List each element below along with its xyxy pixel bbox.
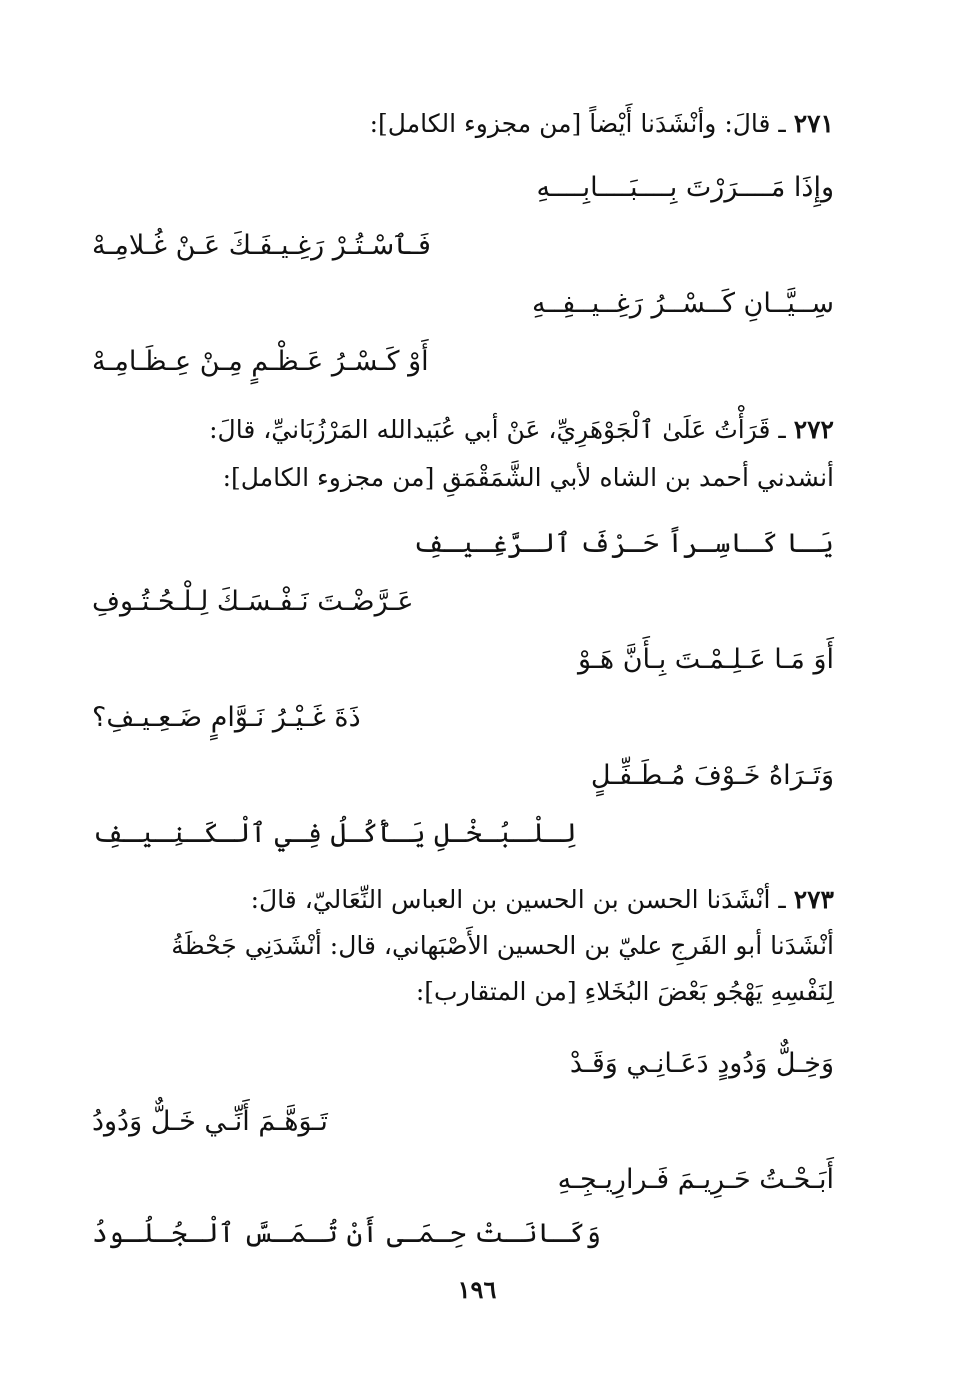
entry-intro-text: ـ قالَ: وأنْشَدَنا أَيْضاً [من مجزوء الكامل]: <box>369 109 786 138</box>
entry-272-intro <box>92 410 834 450</box>
verse-line: أَوْ كَـسْـرُ عَـظْـمٍ مِـنْ عِـظَـامِـهْ <box>92 346 429 377</box>
entry-272-intro-continued: أنشدني أحمد بن الشاه لأبي الشَّمَقْمَقِ [من مجزوء الكامل]: <box>222 463 834 492</box>
verse-line: وإِذَا مَــــرَرْتَ بِــــبَــــابِــــهِ <box>536 172 834 203</box>
verse-line: أَبَـحْـتُ حَـرِيـمَ فَـرارِيـجِـهِ <box>557 1164 834 1195</box>
verse-line: فَـٱسْـتُـرْ رَغِـيـفَـكَ عَـنْ غُـلامِـهْ <box>92 230 431 261</box>
verse-line: وَكَـانَـتْ حِـمَـى أَنْ تُـمَـسَّ ٱلْـجُـلُـودُ <box>92 1218 601 1249</box>
entry-number: ٢٧١ <box>793 109 834 138</box>
entry-271-intro <box>92 104 834 144</box>
verse-line: لِـلْـبُـخْـلِ يَـأْكُـلُ فِـي ٱلْـكَـنِـيـفِ <box>92 818 577 849</box>
verse-line: وَتَـرَاهُ خَـوْفَ مُـطَـفِّـلٍ <box>590 760 834 791</box>
verse-line: أَوَ مَـا عَـلِـمْـتَ بِـأَنَّ هَـوْ <box>578 644 834 675</box>
entry-number: ٢٧٣ <box>793 885 834 914</box>
verse-line: سِــيَّــانِ كَــسْــرُ رَغِــيــفِــهِ <box>531 288 834 319</box>
verse-line: تَـوَهَّـمَ أَنِّـي خَـلٌّ وَدُودُ <box>92 1106 328 1137</box>
verse-line: يَـا كَـاسِـراً حَـرْفَ ٱلـرَّغِـيـفِ <box>412 528 834 559</box>
verse-line: ذَةَ غَـيْـرُ نَـوَّامٍ ضَـعِـيـفِ؟ <box>92 702 361 733</box>
entry-number: ٢٧٢ <box>793 415 834 444</box>
entry-intro-text: ـ قَرَأْتُ عَلَىٰ ٱلْجَوْهَرِيِّ، عَنْ أبي عُبَيدالله المَرْزُبَانيِّ، قالَ: <box>209 415 786 444</box>
entry-273-intro-continued: أنْشَدَنا أبو الفَرجِ عليّ بن الحسين الأَصْبَهاني، قال: أنْشَدَنِي جَحْظَةُ <box>171 931 834 960</box>
verse-line: عَـرَّضْـتَ نَـفْـسَـكَ لِـلْـحُـتُـوفِ <box>92 586 414 617</box>
page-number: ١٩٦ <box>457 1275 497 1304</box>
entry-273-intro-continued: لِنَفْسِهِ يَهْجُو بَعْضَ البُخَلاءِ [من المتقارب]: <box>415 977 834 1006</box>
verse-line: وَخِـلٌّ وَدُودٍ دَعَـانِـي وَقَـدْ <box>569 1048 834 1079</box>
entry-273-intro <box>92 880 834 920</box>
entry-intro-text: ـ أنْشَدَنا الحسن بن الحسين بن العباس النِّعَاليّ، قالَ: <box>250 885 786 914</box>
